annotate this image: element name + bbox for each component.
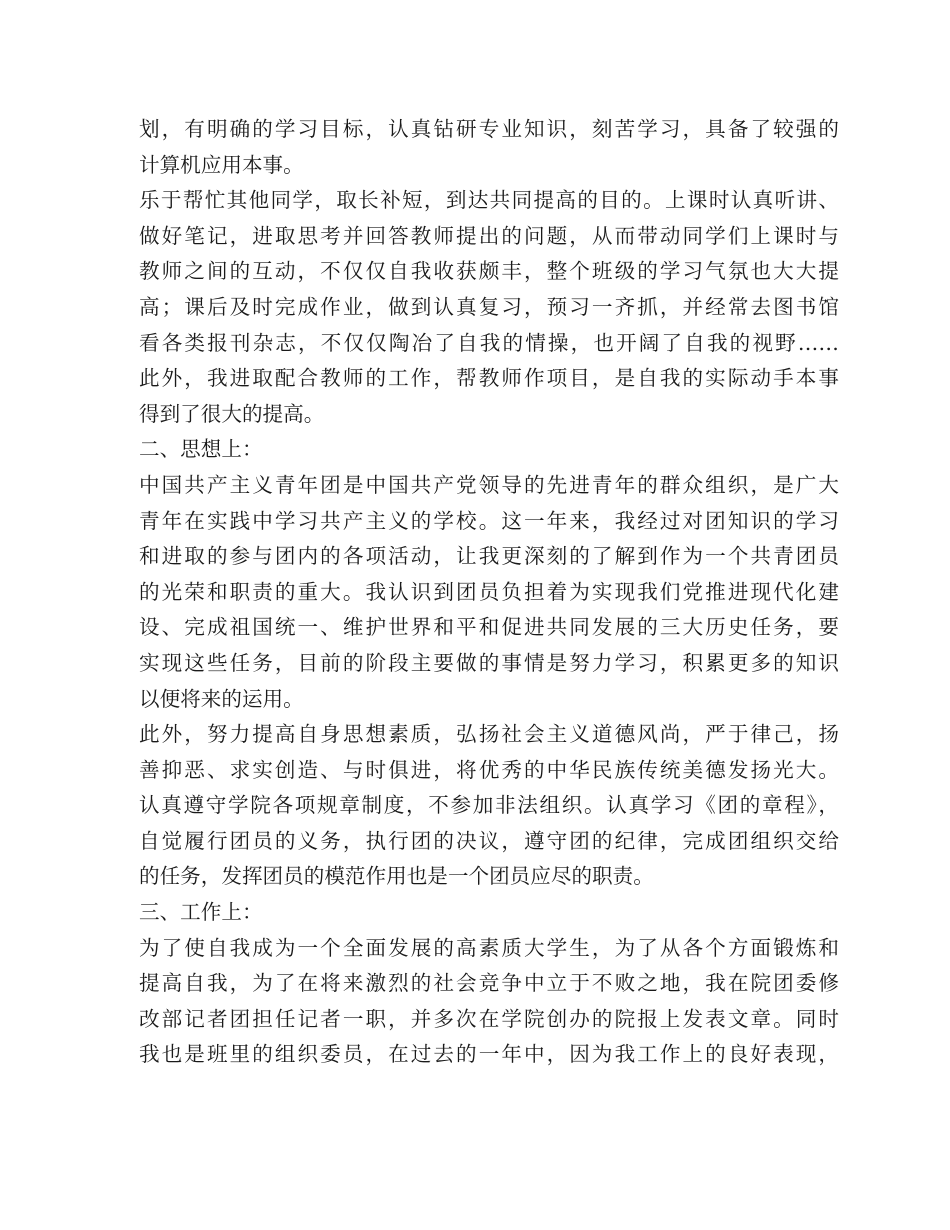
text-line: 提高自我，为了在将来激烈的社会竞争中立于不败之地，我在院团委修 (139, 971, 839, 996)
text-line: 划，有明确的学习目标，认真钻研专业知识，刻苦学习，具备了较强的 (139, 117, 839, 141)
text-line: 看各类报刊杂志，不仅仅陶冶了自我的情操，也开阔了自我的视野…… (139, 330, 839, 355)
text-line: 我也是班里的组织委员，在过去的一年中，因为我工作上的良好表现， (139, 1042, 839, 1067)
text-line: 改部记者团担任记者一职，并多次在学院创办的院报上发表文章。同时 (139, 1006, 839, 1031)
text-line: 此外，我进取配合教师的工作，帮教师作项目，是自我的实际动手本事 (139, 366, 839, 391)
text-line: 的任务，发挥团员的模范作用也是一个团员应尽的职责。 (139, 864, 654, 889)
text-line: 实现这些任务，目前的阶段主要做的事情是努力学习，积累更多的知识 (139, 650, 839, 675)
text-line: 和进取的参与团内的各项活动，让我更深刻的了解到作为一个共青团员 (139, 544, 839, 569)
text-line: 乐于帮忙其他同学，取长补短，到达共同提高的目的。上课时认真听讲、 (139, 188, 839, 213)
text-line: 此外，努力提高自身思想素质，弘扬社会主义道德风尚，严于律己，扬 (139, 722, 839, 747)
text-line: 三、工作上： (139, 900, 263, 925)
text-line: 自觉履行团员的义务，执行团的决议，遵守团的纪律，完成团组织交给 (139, 828, 839, 853)
text-line: 设、完成祖国统一、维护世界和平和促进共同发展的三大历史任务，要 (139, 615, 839, 640)
text-line: 以便将来的运用。 (139, 686, 304, 711)
text-line: 善抑恶、求实创造、与时俱进，将优秀的中华民族传统美德发扬光大。 (139, 757, 839, 782)
text-line: 计算机应用本事。 (139, 152, 304, 177)
text-line: 教师之间的互动，不仅仅自我收获颇丰，整个班级的学习气氛也大大提 (139, 259, 839, 284)
text-line: 为了使自我成为一个全面发展的高素质大学生，为了从各个方面锻炼和 (139, 935, 839, 960)
text-line: 二、思想上： (139, 437, 263, 462)
text-line: 做好笔记，进取思考并回答教师提出的问题，从而带动同学们上课时与 (139, 223, 839, 248)
text-line: 的光荣和职责的重大。我认识到团员负担着为实现我们党推进现代化建 (139, 579, 839, 604)
text-line: 认真遵守学院各项规章制度，不参加非法组织。认真学习《团的章程》， (139, 793, 839, 818)
text-line: 得到了很大的提高。 (139, 401, 325, 426)
text-line: 中国共产主义青年团是中国共产党领导的先进青年的群众组织，是广大 (139, 472, 839, 497)
text-line: 高；课后及时完成作业，做到认真复习，预习一齐抓，并经常去图书馆 (139, 294, 839, 319)
text-line: 青年在实践中学习共产主义的学校。这一年来，我经过对团知识的学习 (139, 508, 839, 533)
document-body (139, 112, 839, 1073)
